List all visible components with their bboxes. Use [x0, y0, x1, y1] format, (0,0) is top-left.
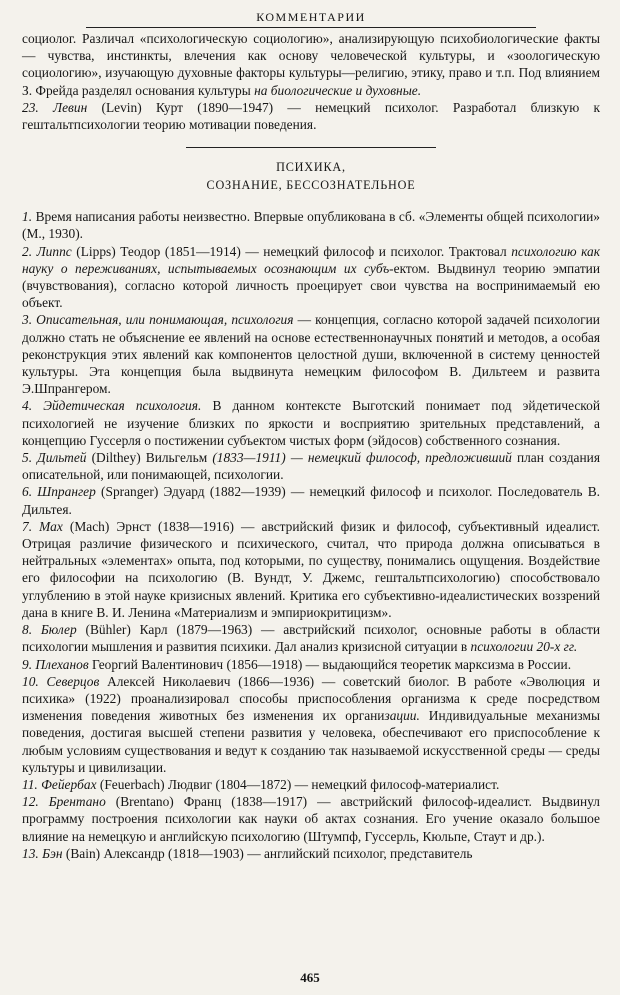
note-10-text-b: Индивидуальные механизмы поведения, достигая высшей степени развития у человека, обеспечивают его приспособление к любым условиям существования и ведут к созданию так называемой искусственной среды — среды культуры и цивилизации.: [22, 708, 600, 775]
note-7-number: 7.: [22, 518, 33, 534]
note-10-name: Северцов: [46, 673, 100, 689]
note-6-name: Шпрангер: [37, 484, 96, 500]
note-23-name: Левин: [53, 99, 88, 115]
note-10-text-a: Алексей Николаевич (1866—1936) — советский биолог. В работе «Эволюция и психика» (1922) проанализировал способы приспособления организма к среде посредством изменения поведения животных без изменения их органи: [22, 673, 600, 724]
note-4-name: Эйдетическая психология.: [43, 398, 202, 414]
note-4-number: 4.: [22, 398, 33, 414]
note-8-italic: психологии 20-х гг.: [470, 639, 578, 655]
note-5-name: Дильтей: [37, 450, 87, 466]
section-title: [22, 158, 600, 194]
note-23-text: (Levin) Курт (1890—1947) — немецкий психолог. Разработал близкую к гештальтпсихологии теорию мотивации поведения.: [22, 99, 600, 133]
note-3-name: Описательная, или понимающая, психология: [36, 312, 294, 328]
note-2-text-b: ектом. Выдвинул теорию эмпатии (вчувствования), согласно которой личность проецирует свои чувства на воспринимаемый ею объект.: [22, 260, 600, 311]
note-13-number: 13.: [22, 845, 39, 861]
note-10: [22, 673, 600, 776]
note-2-name: Липпс: [36, 243, 72, 259]
note-4: [22, 397, 600, 449]
note-9: [22, 656, 600, 673]
note-3-number: 3.: [22, 312, 33, 328]
note-11: [22, 776, 600, 793]
note-7-text: (Mach) Эрнст (1838—1916) — австрийский физик и философ, субъективный идеалист. Отрицая различие физического и психического, считал, что природа должна описываться в нейтральных «элементах» опыта, под которыми, по существу, понимались ощущения. Воздействие его философии на психологию (В. Вундт, У. Джемс, гештальтпсихологию) способствовало углублению в этой науке кризисных явлений. Критика его субъективно-идеалистических воззрений дана в книге В. И. Ленина «Материализм и эмпириокритицизм».: [22, 518, 600, 620]
note-2: [22, 243, 600, 312]
note-1-text: Время написания работы неизвестно. Впервые опубликована в сб. «Элементы общей психологии» (М., 1930).: [22, 209, 600, 242]
note-4-text: В данном контексте Выготский понимает под эйдетической психологией не изучение близких по яркости и восприятию зрительных представлений, а концепцию Гуссерля о постижении субъектом чистых форм (эйдосов) собственного сознания.: [22, 398, 600, 448]
continued-comments: [22, 30, 600, 133]
note-2-text-a: (Lipps) Теодор (1851—1914) — немецкий философ и психолог. Трактовал: [71, 243, 512, 259]
section-title-line-2: СОЗНАНИЕ, БЕССОЗНАТЕЛЬНОЕ: [206, 178, 416, 193]
note-5: [22, 449, 600, 483]
note-8-text: (Bühler) Карл (1879—1963) — австрийский психолог, основные работы в области психологии мышления и развития психики. Дал анализ кризисной ситуации в: [22, 622, 600, 655]
note-8: [22, 621, 600, 655]
note-12-name: Брентано: [48, 794, 106, 810]
continuation-paragraph: [22, 30, 600, 99]
note-8-number: 8.: [22, 622, 33, 638]
note-13-name: Бэн: [42, 845, 63, 861]
note-23: [22, 99, 600, 133]
section-title-line-1: ПСИХИКА,: [276, 160, 346, 175]
note-7: [22, 518, 600, 621]
note-12-text: (Brentano) Франц (1838—1917) — австрийский философ-идеалист. Выдвинул программу построения психологии как науки об актах сознания. Его учение оказало большое влияние на немецкую и английскую психологию (Штумпф, Гуссерль, Кюльпе, Стаут и др.).: [22, 794, 600, 844]
note-9-name: Плеханов: [35, 656, 89, 672]
running-header: КОММЕНТАРИИ: [86, 10, 536, 28]
note-12: [22, 793, 600, 845]
note-9-text: Георгий Валентинович (1856—1918) — выдающийся теоретик марксизма в России.: [88, 656, 572, 672]
note-5-text-a: (Dilthey) Вильгельм: [86, 450, 213, 466]
note-23-number: 23.: [22, 99, 39, 115]
note-11-number: 11.: [22, 776, 38, 792]
note-12-number: 12.: [22, 794, 39, 810]
note-1-number: 1.: [22, 209, 33, 225]
note-5-number: 5.: [22, 450, 33, 466]
note-10-italic: зации.: [384, 708, 420, 724]
note-5-text-b: план создания описательной, или понимающей, психологии.: [22, 450, 600, 483]
continuation-text: социолог. Различал «психологическую социологию», анализирующую психобиологические факты — чувства, инстинкты, влечения как основу человеческой культуры, и «зоологическую социологию», изучающую духовные факторы культуры—религию, этику, право и т.п. Под влиянием З. Фрейда разделял основания культуры: [22, 31, 600, 98]
section-divider: [186, 147, 436, 148]
note-11-text: (Feuerbach) Людвиг (1804—1872) — немецкий философ-материалист.: [96, 776, 500, 792]
note-6-text: (Spranger) Эдуард (1882—1939) — немецкий философ и психолог. Последователь В. Дильтея.: [22, 484, 600, 517]
note-2-number: 2.: [22, 243, 33, 259]
note-13: [22, 845, 600, 862]
note-8-name: Бюлер: [40, 622, 77, 638]
note-6-number: 6.: [22, 484, 33, 500]
note-9-number: 9.: [22, 656, 33, 672]
note-3: [22, 311, 600, 397]
note-5-italic: (1833—1911) — немецкий философ, предложивший: [212, 450, 512, 466]
note-7-name: Мах: [39, 518, 63, 534]
note-11-name: Фейербах: [41, 776, 97, 792]
notes-list: [22, 208, 600, 862]
note-6: [22, 483, 600, 517]
note-2-italic: психологию как науку о переживаниях, испытываемых осознающим их субъ-: [22, 243, 600, 276]
page-number: 465: [300, 970, 320, 985]
note-13-text: (Bain) Александр (1818—1903) — английский психолог, представитель: [62, 845, 473, 861]
continuation-italic: на биологические и духовные.: [254, 82, 422, 98]
note-3-text: — концепция, согласно которой задачей психологии должно стать не объяснение ее явлений на основе естественнонаучных понятий и методов, а особая реконструкция этих явлений как компонентов целостной души, включенной в систему ценностей культуры. Эта концепция была выдвинута немецким философом В. Дильтеем и развита Э.Шпрангером.: [22, 312, 600, 397]
note-10-number: 10.: [22, 673, 39, 689]
note-1: [22, 208, 600, 242]
